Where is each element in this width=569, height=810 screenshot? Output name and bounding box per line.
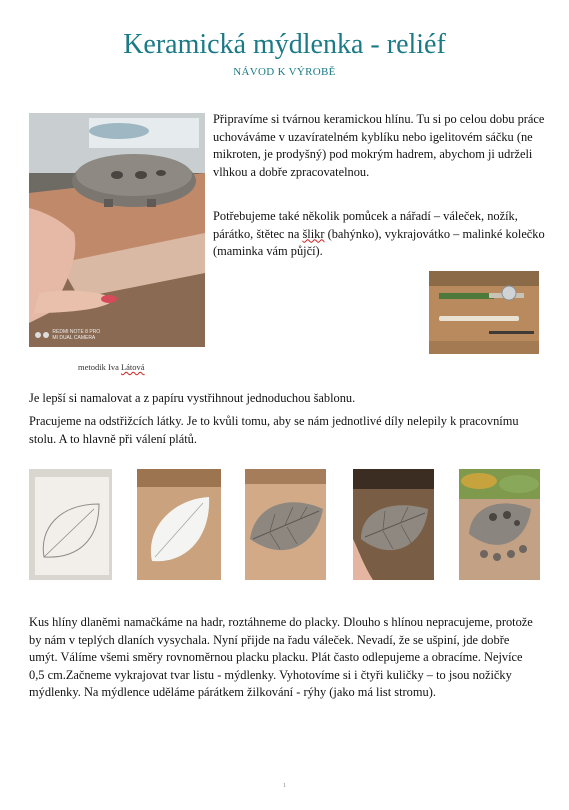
- page-subtitle: NÁVOD K VÝROBĚ: [233, 66, 336, 78]
- photo-tools: [429, 271, 539, 354]
- photo-caption: metodik Iva Látová: [78, 362, 145, 372]
- photo-step-paper-template: [137, 469, 221, 580]
- photo-step-clay-leaf: [245, 469, 326, 580]
- section3-paragraph-1: Kus hlíny dlaněmi namačkáme na hadr, roztáhneme do placky. Dlouho s hlínou nepracujeme, protože by nám v teplých dlaních vysychala. Nyní přijde na řadu váleček. Nevadí, že se ušpiní, jde dobře umýt. Válíme všemi směry rovnoměrnou placku placku. Plát často odlepujeme a obracíme. Nejvíce 0,5 cm.Začneme vykrajovat tvar listu - mýdlenky. Vyhotovíme si i čtyři kuličky – to jsou nožičky mýdlenky. Na mýdlence uděláme párátkem žilkování - rýhy (jako má list stromu).: [29, 615, 533, 699]
- photo-clay-soap-dish: [29, 113, 205, 347]
- photo-step-finished-dish: [459, 469, 540, 580]
- page-number: 1: [283, 783, 286, 789]
- intro-paragraph-1: Připravíme si tvárnou keramickou hlínu. Tu si po celou dobu práce uchováváme v uzavíratelném kyblíku nebo igelitovém sáčku (ne mikroten, je prodyšný) pod mokrým hadrem, abychom ji udrželi vlhkou a dobře zpracovatelnou.: [213, 112, 545, 179]
- intro-paragraph-2: Potřebujeme také několik pomůcek a nářadí – váleček, nožík, párátko, štětec na šlikr (bahýnko), vykrajovátko – malinké kolečko (maminka vám půjčí).: [213, 209, 545, 258]
- photo-step-veins: [353, 469, 434, 580]
- section2-paragraph-2: Pracujeme na odstřižcích látky. Je to kvůli tomu, aby se nám jednotlivé díly nelepily k pracovnímu stolu. A to hlavně při válení plátů.: [29, 414, 519, 446]
- page-title: Keramická mýdlenka - reliéf: [123, 29, 446, 60]
- photo-step-template-drawing: [29, 469, 112, 580]
- camera-watermark: REDMI NOTE 8 PRO MI DUAL CAMERA: [35, 329, 100, 341]
- section2-paragraph-1: Je lepší si namalovat a z papíru vystřihnout jednoduchou šablonu.: [29, 391, 356, 405]
